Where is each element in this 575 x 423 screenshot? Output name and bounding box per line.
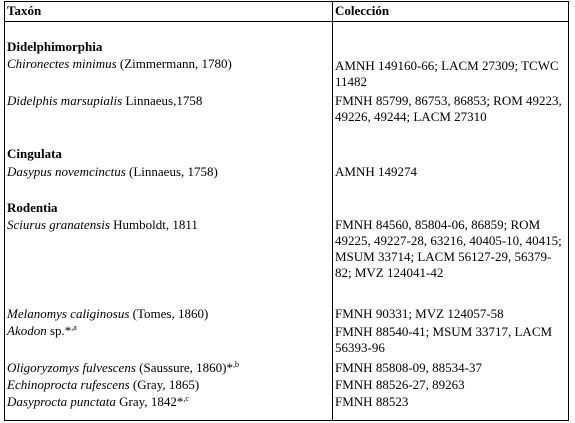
taxon-row xyxy=(7,56,232,72)
collection-cell: FMNH 85799, 86753, 86853; ROM 49223, 49226, 49244; LACM 27310 xyxy=(335,93,562,124)
column-divider xyxy=(332,2,333,420)
species-name: Oligoryzomys fulvescens xyxy=(7,360,136,375)
species-name: Dasypus novemcinctus xyxy=(7,164,126,179)
taxon-row xyxy=(7,323,77,339)
collection-cell: AMNH 149274 xyxy=(335,164,417,179)
species-author: (Tomes, 1860) xyxy=(129,306,209,321)
collection-cell: FMNH 84560, 85804-06, 86859; ROM 49225, 49227-28, 63216, 40405-10, 40415; MSUM 33714; LACM 56127-29, 56379-82; MVZ 124041-42 xyxy=(335,217,562,280)
header-taxon: Taxón xyxy=(7,3,42,18)
taxon-collection-table xyxy=(4,1,569,421)
taxon-row xyxy=(7,217,198,233)
species-author: Linnaeus,1758 xyxy=(122,93,203,108)
species-author: Humboldt, 1811 xyxy=(109,217,198,232)
species-name: Sciurus granatensis xyxy=(7,217,110,232)
collection-cell: FMNH 88526-27, 89263 xyxy=(335,377,465,392)
species-name: Echinoprocta rufescens xyxy=(7,377,130,392)
header-divider xyxy=(5,21,568,22)
taxon-row xyxy=(7,93,202,109)
collection-cell: FMNH 85808-09, 88534-37 xyxy=(335,360,482,375)
species-author: (Linnaeus, 1758) xyxy=(125,164,218,179)
footnote-marker: ,c xyxy=(183,394,189,403)
species-author: (Gray, 1865) xyxy=(129,377,200,392)
taxon-row xyxy=(7,377,199,393)
group-heading: Didelphimorphia xyxy=(7,39,103,54)
species-name: Akodon xyxy=(7,323,47,338)
species-name: Dasyprocta punctata xyxy=(7,394,116,409)
collection-cell: FMNH 88523 xyxy=(335,394,409,409)
collection-cell: FMNH 90331; MVZ 124057-58 xyxy=(335,306,504,321)
species-author: Gray, 1842* xyxy=(115,394,184,409)
taxon-row xyxy=(7,164,218,180)
species-author: (Zimmermann, 1780) xyxy=(116,56,232,71)
group-heading: Rodentia xyxy=(7,200,58,215)
species-name: Didelphis marsupialis xyxy=(7,93,123,108)
footnote-marker: ,a xyxy=(71,323,77,332)
header-collection: Colección xyxy=(335,3,390,18)
group-heading: Cingulata xyxy=(7,146,62,161)
footnote-marker: ,b xyxy=(233,360,240,369)
taxon-row xyxy=(7,306,208,322)
species-author: (Saussure, 1860)* xyxy=(135,360,234,375)
taxon-row xyxy=(7,360,239,376)
collection-cell: FMNH 88540-41; MSUM 33717, LACM 56393-96 xyxy=(335,324,553,355)
species-name: Melanomys caliginosus xyxy=(7,306,130,321)
taxon-row xyxy=(7,394,189,410)
species-author: sp.* xyxy=(46,323,72,338)
collection-cell: AMNH 149160-66; LACM 27309; TCWC 11482 xyxy=(335,58,559,89)
species-name: Chironectes minimus xyxy=(7,56,117,71)
